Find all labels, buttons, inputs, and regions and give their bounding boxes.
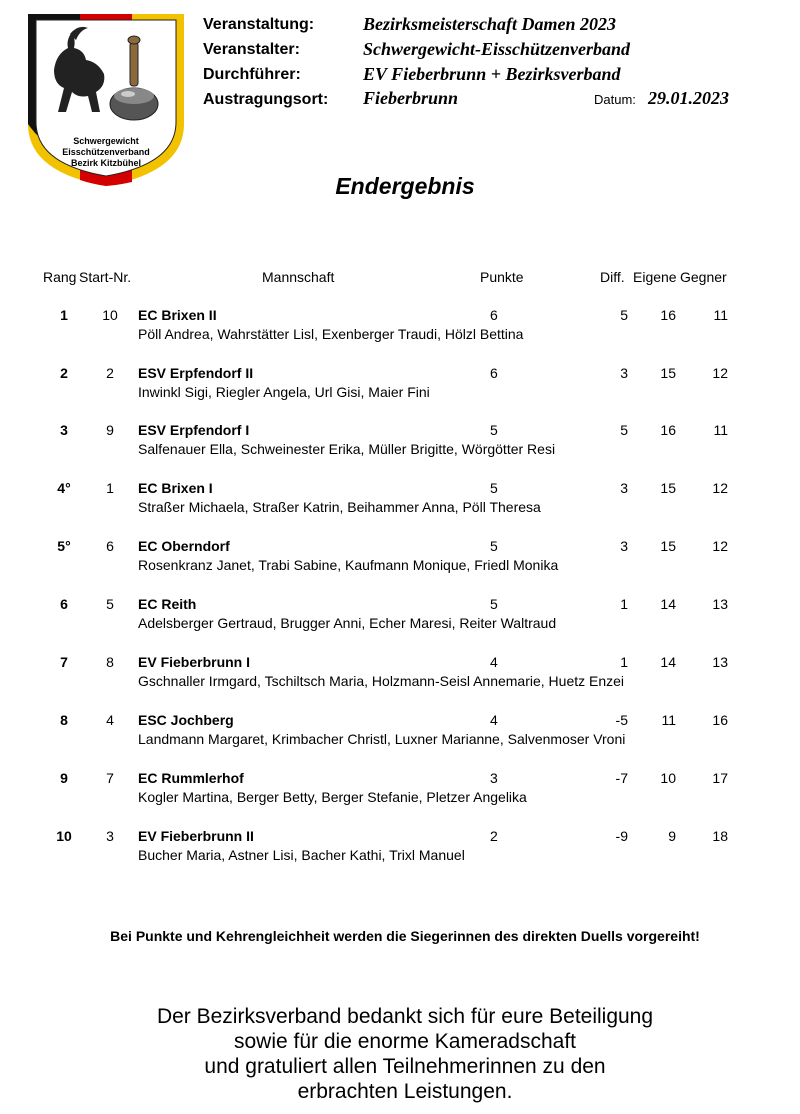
- diff-cell: 3: [620, 538, 628, 554]
- diff-cell: 3: [620, 480, 628, 496]
- tiebreak-note: Bei Punkte und Kehrengleichheit werden die Siegerinnen des direkten Duells vorgereiht!: [110, 928, 700, 944]
- rank-cell: 2: [60, 365, 68, 381]
- own-cell: 16: [660, 307, 676, 323]
- veranstaltung-label: Veranstaltung:: [203, 16, 315, 33]
- own-cell: 11: [661, 712, 676, 728]
- rank-cell: 7: [60, 654, 68, 670]
- team-members: Adelsberger Gertraud, Brugger Anni, Echer Maresi, Reiter Waltraud: [138, 615, 557, 631]
- start-number-cell: 6: [106, 538, 114, 554]
- team-name: EV Fieberbrunn II: [138, 828, 254, 844]
- col-header-punkte: Punkte: [480, 269, 524, 285]
- own-cell: 9: [668, 828, 676, 844]
- own-cell: 10: [660, 770, 676, 786]
- points-cell: 3: [490, 770, 498, 786]
- table-row: [0, 712, 800, 770]
- team-name: EV Fieberbrunn I: [138, 654, 251, 670]
- thanks-line-3: und gratuliert allen Teilnehmerinnen zu den: [204, 1055, 606, 1078]
- rank-cell: 4°: [57, 480, 71, 496]
- diff-cell: 1: [620, 654, 628, 670]
- team-members: Bucher Maria, Astner Lisi, Bacher Kathi, Trixl Manuel: [138, 847, 465, 863]
- points-cell: 5: [490, 538, 498, 554]
- opponent-cell: 12: [712, 538, 728, 554]
- start-number-cell: 9: [106, 422, 114, 438]
- points-cell: 5: [490, 596, 498, 612]
- opponent-cell: 13: [712, 654, 728, 670]
- thanks-line-1: Der Bezirksverband bedankt sich für eure Beteiligung: [156, 1005, 654, 1028]
- diff-cell: -7: [615, 770, 628, 786]
- start-number-cell: 2: [106, 365, 114, 381]
- table-row: [0, 365, 800, 423]
- team-members: Kogler Martina, Berger Betty, Berger Stefanie, Pletzer Angelika: [138, 789, 527, 805]
- team-members: Inwinkl Sigi, Riegler Angela, Url Gisi, Maier Fini: [138, 384, 430, 400]
- team-members: Salfenauer Ella, Schweinester Erika, Müller Brigitte, Wörgötter Resi: [138, 441, 556, 457]
- thanks-line-2: sowie für die enorme Kameradschaft: [234, 1030, 576, 1053]
- team-members: Straßer Michaela, Straßer Katrin, Beihammer Anna, Pöll Theresa: [138, 499, 541, 515]
- team-name: EC Rummlerhof: [138, 770, 244, 786]
- durchfuehrer-value: EV Fieberbrunn + Bezirksverband: [363, 64, 621, 84]
- rank-cell: 8: [60, 712, 68, 728]
- veranstalter-label: Veranstalter:: [203, 41, 300, 58]
- points-cell: 4: [490, 712, 498, 728]
- own-cell: 15: [660, 480, 676, 496]
- diff-cell: 5: [620, 307, 628, 323]
- opponent-cell: 16: [712, 712, 728, 728]
- association-logo: [26, 12, 186, 188]
- logo-line-3: Bezirk Kitzbühel: [70, 158, 141, 168]
- points-cell: 4: [490, 654, 498, 670]
- points-cell: 5: [490, 480, 498, 496]
- datum-value: 29.01.2023: [648, 88, 729, 108]
- table-row: [0, 828, 800, 886]
- col-header-start: Start-Nr.: [79, 269, 132, 285]
- start-number-cell: 1: [106, 480, 114, 496]
- col-header-mannschaft: Mannschaft: [262, 269, 335, 285]
- team-name: ESC Jochberg: [138, 712, 234, 728]
- own-cell: 16: [660, 422, 676, 438]
- diff-cell: -9: [615, 828, 628, 844]
- table-row: [0, 307, 800, 365]
- austragungsort-value: Fieberbrunn: [363, 88, 459, 108]
- datum-label: Datum:: [594, 92, 636, 107]
- logo-line-1: Schwergewicht: [73, 136, 139, 146]
- opponent-cell: 12: [712, 365, 728, 381]
- rank-cell: 5°: [57, 538, 71, 554]
- opponent-cell: 18: [712, 828, 728, 844]
- points-cell: 6: [490, 307, 498, 323]
- table-row: [0, 654, 800, 712]
- opponent-cell: 11: [713, 307, 728, 323]
- diff-cell: 3: [620, 365, 628, 381]
- opponent-cell: 17: [712, 770, 728, 786]
- team-name: EC Brixen II: [138, 307, 217, 323]
- points-cell: 6: [490, 365, 498, 381]
- rank-cell: 6: [60, 596, 68, 612]
- start-number-cell: 3: [106, 828, 114, 844]
- table-row: [0, 422, 800, 480]
- points-cell: 5: [490, 422, 498, 438]
- veranstaltung-value: Bezirksmeisterschaft Damen 2023: [363, 14, 617, 34]
- austragungsort-label: Austragungsort:: [203, 91, 329, 108]
- start-number-cell: 10: [102, 307, 118, 323]
- start-number-cell: 7: [106, 770, 114, 786]
- col-header-rang: Rang: [43, 269, 77, 285]
- team-members: Gschnaller Irmgard, Tschiltsch Maria, Holzmann-Seisl Annemarie, Huetz Enzei: [138, 673, 625, 689]
- col-header-gegner: Gegner: [680, 269, 727, 285]
- start-number-cell: 8: [106, 654, 114, 670]
- thanks-line-4: erbrachten Leistungen.: [297, 1080, 513, 1103]
- rank-cell: 9: [60, 770, 68, 786]
- own-cell: 15: [660, 538, 676, 554]
- thanks-message: [0, 1004, 800, 1104]
- start-number-cell: 4: [106, 712, 114, 728]
- team-members: Rosenkranz Janet, Trabi Sabine, Kaufmann Monique, Friedl Monika: [138, 557, 559, 573]
- col-header-diff: Diff.: [600, 269, 625, 285]
- opponent-cell: 13: [712, 596, 728, 612]
- rank-cell: 3: [60, 422, 68, 438]
- points-cell: 2: [490, 828, 498, 844]
- rank-cell: 1: [60, 307, 68, 323]
- team-name: EC Oberndorf: [138, 538, 230, 554]
- team-name: EC Brixen I: [138, 480, 213, 496]
- table-row: [0, 770, 800, 828]
- own-cell: 15: [660, 365, 676, 381]
- page-title: Endergebnis: [335, 173, 475, 199]
- table-row: [0, 596, 800, 654]
- logo-line-2: Eisschützenverband: [62, 147, 150, 157]
- own-cell: 14: [660, 596, 676, 612]
- diff-cell: 5: [620, 422, 628, 438]
- rank-cell: 10: [56, 828, 72, 844]
- col-header-eigene: Eigene: [633, 269, 677, 285]
- team-name: EC Reith: [138, 596, 197, 612]
- opponent-cell: 11: [713, 422, 728, 438]
- opponent-cell: 12: [712, 480, 728, 496]
- diff-cell: -5: [615, 712, 628, 728]
- team-members: Landmann Margaret, Krimbacher Christl, Luxner Marianne, Salvenmoser Vroni: [138, 731, 626, 747]
- diff-cell: 1: [620, 596, 628, 612]
- veranstalter-value: Schwergewicht-Eisschützenverband: [363, 39, 631, 59]
- durchfuehrer-label: Durchführer:: [203, 66, 301, 83]
- team-name: ESV Erpfendorf II: [138, 365, 254, 381]
- table-row: [0, 480, 800, 538]
- table-row: [0, 538, 800, 596]
- team-members: Pöll Andrea, Wahrstätter Lisl, Exenberger Traudi, Hölzl Bettina: [138, 326, 524, 342]
- team-name: ESV Erpfendorf I: [138, 422, 250, 438]
- own-cell: 14: [660, 654, 676, 670]
- start-number-cell: 5: [106, 596, 114, 612]
